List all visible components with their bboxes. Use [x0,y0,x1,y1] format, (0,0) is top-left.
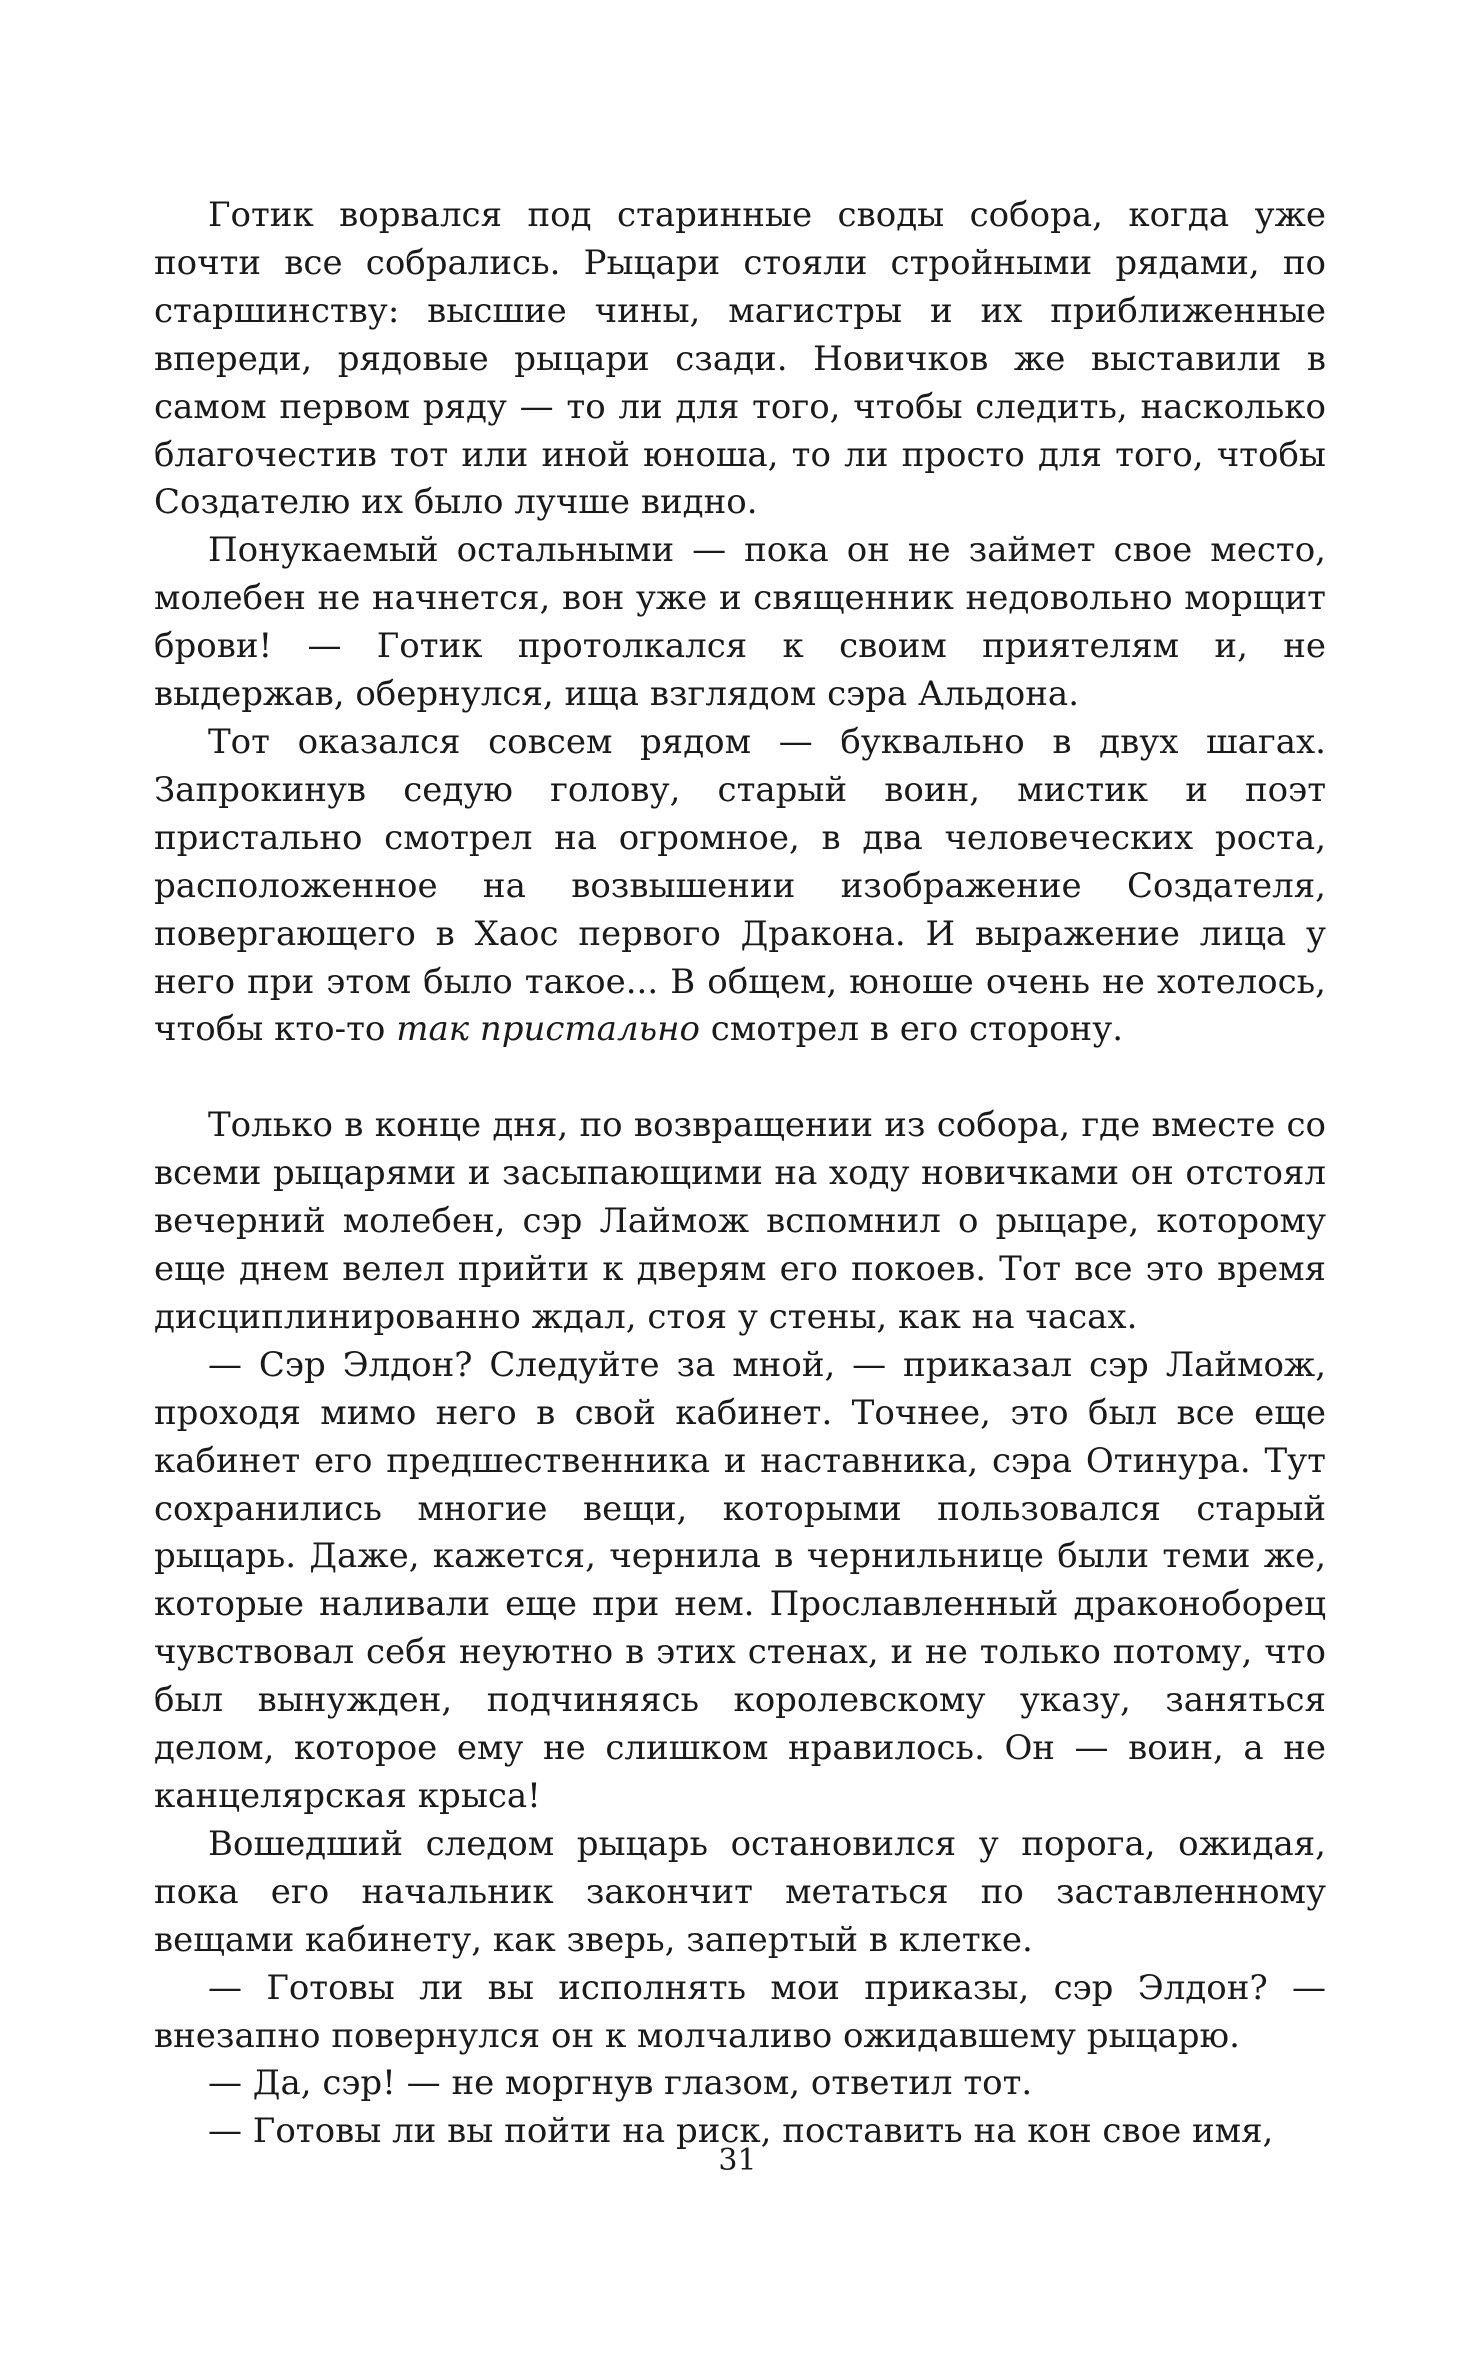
paragraph-4: Только в конце дня, по возвращении из собора, где вместе со всеми рыцарями и засыпающими на ходу новичками он отстоял вечерний молебен, сэр Лаймож вспомнил о рыцаре, которому еще днем велел прийти к дверям его покоев. Тот все это время дисциплинированно ждал, стоя у стены, как на часах. [154,1105,1326,1337]
paragraph-9: — Готовы ли вы пойти на риск, поставить на кон свое имя, [208,2111,1274,2152]
paragraph-2: Понукаемый остальными — пока он не займет свое место, молебен не начнется, вон уже и священник недовольно морщит брови! — Готик протолкался к своим приятелям и, не выдержав, обернулся, ища взглядом сэра Альдона. [154,530,1326,715]
paragraph-3-after: смотрел в его сторону. [699,1009,1124,1050]
paragraph-3-text: Тот оказался совсем рядом — буквально в двух шагах. Запрокинув седую голову, старый воин, мистик и поэт пристально смотрел на огромное, в два человеческих роста, расположенное на возвышении изображение Создателя, повергающего в Хаос первого Дракона. И выражение лица у него при этом было такое... В общем, юноше очень не хотелось, чтобы кто-то [154,721,1326,1050]
page-number: 31 [718,2143,757,2178]
paragraph-7: — Готовы ли вы исполнять мои приказы, сэр Элдон? — внезапно повернулся он к молчаливо ожидавшему рыцарю. [154,1967,1326,2056]
paragraph-3-emphasis: так пристально [396,1009,700,1050]
body-text [154,192,1326,2156]
paragraph-3 [154,719,1326,1054]
paragraph-1: Готик ворвался под старинные своды собора, когда уже почти все собрались. Рыцари стояли стройными рядами, по старшинству: высшие чины, магистры и их приближенные впереди, рядовые рыцари сзади. Новичков же выставили в самом первом ряду — то ли для того, чтобы следить, насколько благочестив тот или иной юноша, то ли просто для того, чтобы Создателю их было лучше видно. [154,195,1326,523]
paragraph-8: — Да, сэр! — не моргнув глазом, ответил тот. [208,2063,1033,2104]
paragraph-6: Вошедший следом рыцарь остановился у порога, ожидая, пока его начальник закончит метаться по заставленному вещами кабинету, как зверь, запертый в клетке. [154,1823,1326,1960]
paragraph-5: — Сэр Элдон? Следуйте за мной, — приказал сэр Лаймож, проходя мимо него в свой кабинет. Точнее, это был все еще кабинет его предшественника и наставника, сэра Отинура. Тут сохранились многие вещи, которыми пользовался старый рыцарь. Даже, кажется, чернила в чернильнице были теми же, которые наливали еще при нем. Прославленный драконоборец чувствовал себя неуютно в этих стенах, и не только потому, что был вынужден, подчиняясь королевскому указу, заняться делом, которое ему не слишком нравилось. Он — воин, а не канцелярская крыса! [154,1344,1326,1816]
